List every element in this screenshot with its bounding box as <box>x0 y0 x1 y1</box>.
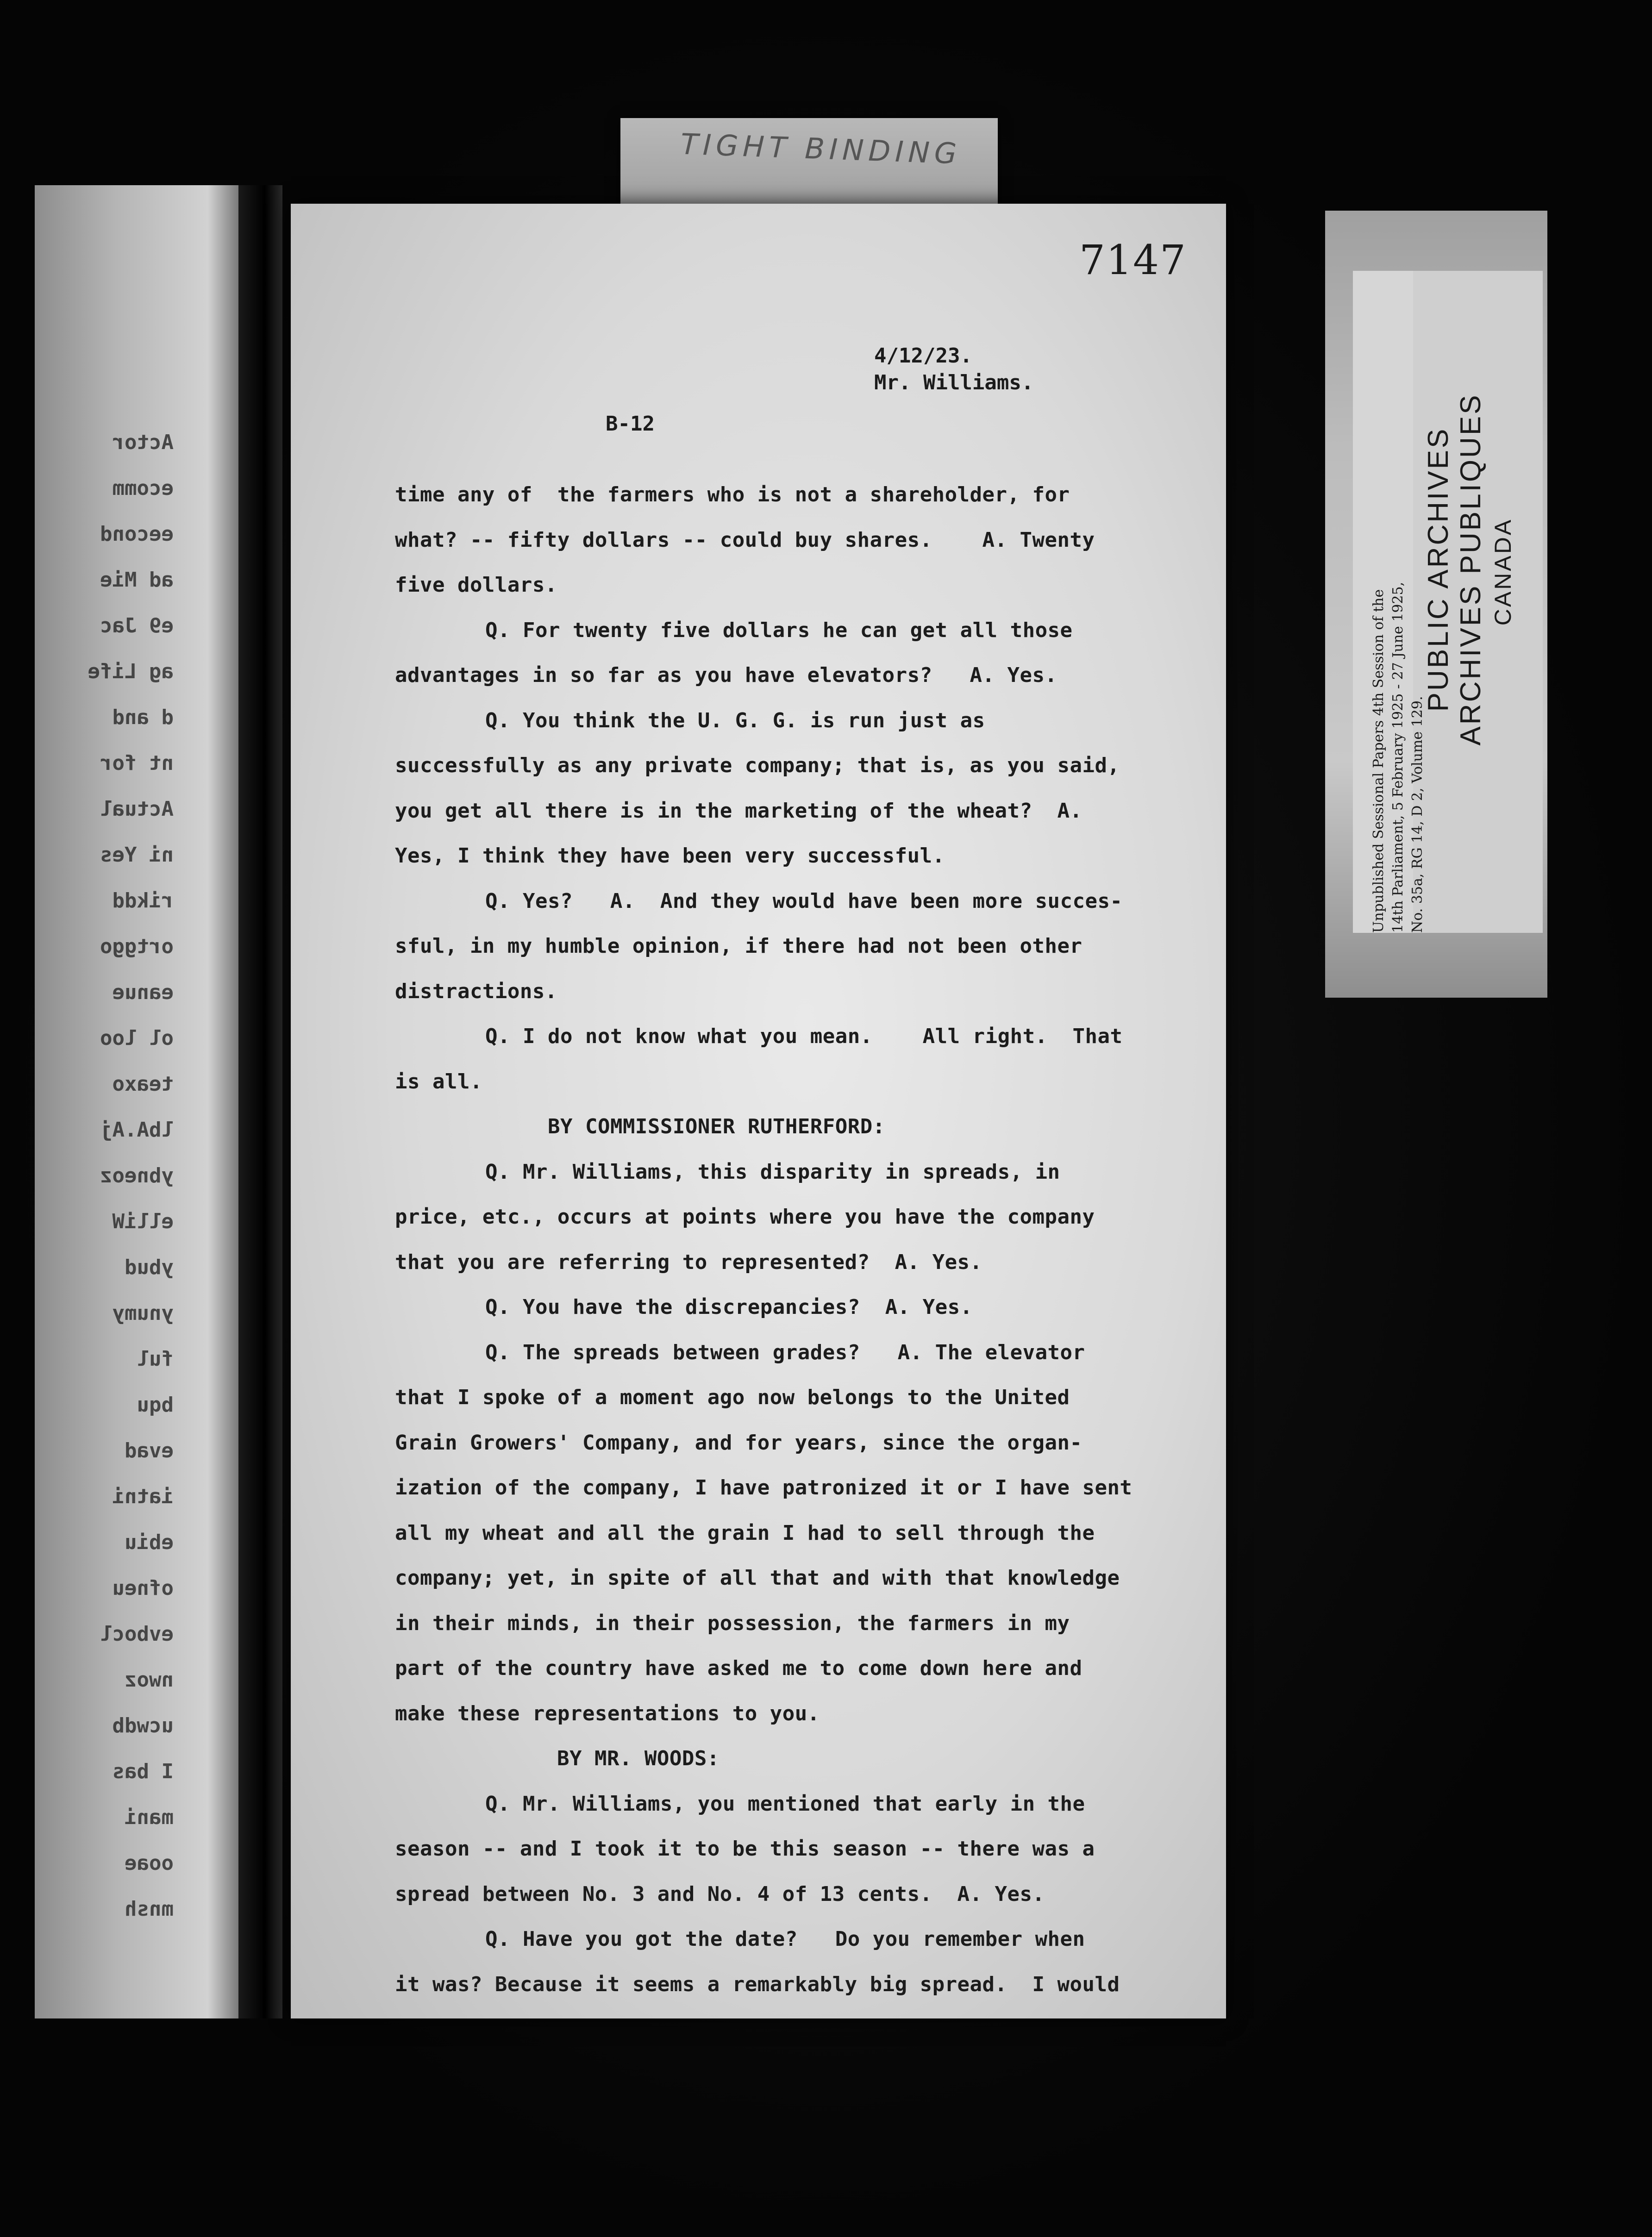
bleed-through-text: ucwdb <box>112 1714 174 1737</box>
transcript-line: Q. Have you got the date? Do you remember when <box>485 1927 1085 1951</box>
bleed-through-text: lbA.Aj <box>100 1118 174 1142</box>
bleed-through-text: eanue <box>112 981 174 1004</box>
transcript-line: Grain Growers' Company, and for years, since the organ- <box>395 1431 1083 1455</box>
archive-name-fr: ARCHIVES PUBLIQUES <box>1455 393 1487 746</box>
bleed-through-text: rikdd <box>112 889 174 912</box>
bleed-through-text: ni Yes <box>100 843 174 867</box>
citation-line: No. 35a, RG 14, D 2, Volume 129. <box>1409 696 1426 933</box>
bleed-through-text: ooae <box>125 1851 174 1875</box>
transcript-line: that I spoke of a moment ago now belongs to the United <box>395 1386 1070 1409</box>
transcript-line: advantages in so far as you have elevators? A. Yes. <box>395 663 1058 687</box>
transcript-line: what? -- fifty dollars -- could buy shares. A. Twenty <box>395 528 1095 552</box>
examiner-heading: BY MR. WOODS: <box>557 1747 720 1770</box>
transcript-line: distractions. <box>395 979 557 1003</box>
header-witness: Mr. Williams. <box>874 371 1034 394</box>
bleed-through-text: ag Life <box>88 660 174 683</box>
archive-citation <box>1369 582 1427 933</box>
transcript-line: Q. Mr. Williams, this disparity in spreads, in <box>485 1160 1060 1184</box>
transcript-line: Q. You have the discrepancies? A. Yes. <box>485 1295 973 1319</box>
bleed-through-text: ol loo <box>100 1026 174 1050</box>
bleed-through-text: ofneu <box>112 1576 174 1600</box>
bleed-through-text: mani <box>125 1806 174 1829</box>
bleed-through-text: ebiu <box>125 1531 174 1554</box>
transcript-body <box>395 472 1173 2007</box>
page-header <box>874 343 1033 396</box>
page-number: 7147 <box>1079 236 1187 284</box>
transcript-line: Q. The spreads between grades? A. The elevator <box>485 1340 1085 1364</box>
archive-name <box>1422 262 1487 877</box>
transcript-line: Q. Mr. Williams, you mentioned that early in the <box>485 1792 1085 1816</box>
bleed-through-text: ecomm <box>112 476 174 500</box>
bleed-through-text: evad <box>125 1439 174 1462</box>
header-date: 4/12/23. <box>874 344 972 368</box>
bleed-through-text: Actor <box>112 431 174 454</box>
transcript-line: Q. Yes? A. And they would have been more succes- <box>485 889 1123 913</box>
bleed-through-text: I bas <box>112 1760 174 1783</box>
transcript-line: Q. For twenty five dollars he can get all those <box>485 618 1073 642</box>
bleed-through-text: ad Mie <box>100 568 174 592</box>
transcript-line: spread between No. 3 and No. 4 of 13 cents. A. Yes. <box>395 1882 1045 1906</box>
transcript-line: Yes, I think they have been very successful. <box>395 844 945 868</box>
transcript-line: is all. <box>395 1069 482 1094</box>
transcript-line: price, etc., occurs at points where you have the company <box>395 1205 1095 1229</box>
transcript-line: Q. You think the U. G. G. is run just as <box>485 708 985 732</box>
citation-line: Unpublished Sessional Papers 4th Session of the <box>1370 589 1387 933</box>
bleed-through-text: e9 Jac <box>100 614 174 637</box>
section-code: B-12 <box>606 412 655 436</box>
document-page <box>291 204 1226 2018</box>
transcript-line: you get all there is in the marketing of the wheat? A. <box>395 799 1083 823</box>
examiner-heading: BY COMMISSIONER RUTHERFORD: <box>548 1115 885 1138</box>
transcript-line: season -- and I took it to be this season -- there was a <box>395 1837 1095 1861</box>
bleed-through-text: eecond <box>100 522 174 546</box>
transcript-line: ization of the company, I have patronized it or I have sent <box>395 1476 1133 1500</box>
archive-country: CANADA <box>1490 518 1516 626</box>
archive-name-en: PUBLIC ARCHIVES <box>1422 427 1454 712</box>
transcript-line: successfully as any private company; that is, as you said, <box>395 754 1120 777</box>
bleed-through-text: nt for <box>100 751 174 775</box>
bleed-through-text: ynumy <box>112 1301 174 1325</box>
bleed-through-text: nwoz <box>125 1668 174 1692</box>
transcript-line: sful, in my humble opinion, if there had not been other <box>395 934 1083 958</box>
bleed-through-text: iatni <box>112 1485 174 1508</box>
bleed-through-text: ybneoz <box>100 1164 174 1187</box>
transcript-line: in their minds, in their possession, the farmers in my <box>395 1611 1070 1635</box>
transcript-line: make these representations to you. <box>395 1701 820 1725</box>
bleed-through-text: d and <box>112 706 174 729</box>
binding-slip <box>620 118 998 218</box>
citation-line: 14th Parliament, 5 February 1925 - 27 June 1925, <box>1390 581 1406 933</box>
transcript-line: part of the country have asked me to come down here and <box>395 1656 1083 1680</box>
bleed-through-text: ybud <box>125 1256 174 1279</box>
archive-card <box>1325 211 1547 998</box>
bleed-through-text: evbocl <box>100 1622 174 1646</box>
transcript-line: all my wheat and all the grain I had to sell through the <box>395 1521 1095 1545</box>
transcript-line: company; yet, in spite of all that and with that knowledge <box>395 1566 1120 1590</box>
bleed-through-text: teaxo <box>112 1072 174 1096</box>
transcript-line: time any of the farmers who is not a shareholder, for <box>395 483 1070 506</box>
bleed-through-text: mnsh <box>125 1897 174 1921</box>
transcript-line: that you are referring to represented? A. Yes. <box>395 1250 982 1274</box>
bleed-through-text: ortggo <box>100 935 174 958</box>
bleed-through-text: ful <box>137 1347 174 1371</box>
transcript-line: it was? Because it seems a remarkably big spread. I would <box>395 1972 1120 1996</box>
bleed-through-text: Actual <box>100 797 174 821</box>
transcript-line: five dollars. <box>395 573 557 597</box>
bleed-through-text: elliW <box>112 1210 174 1233</box>
left-facing-page <box>35 185 238 2018</box>
transcript-line: Q. I do not know what you mean. All right. That <box>485 1025 1123 1048</box>
page-gutter <box>238 185 282 2018</box>
binding-note: TIGHT BINDING <box>680 127 962 171</box>
bleed-through-text: bqu <box>137 1393 174 1417</box>
